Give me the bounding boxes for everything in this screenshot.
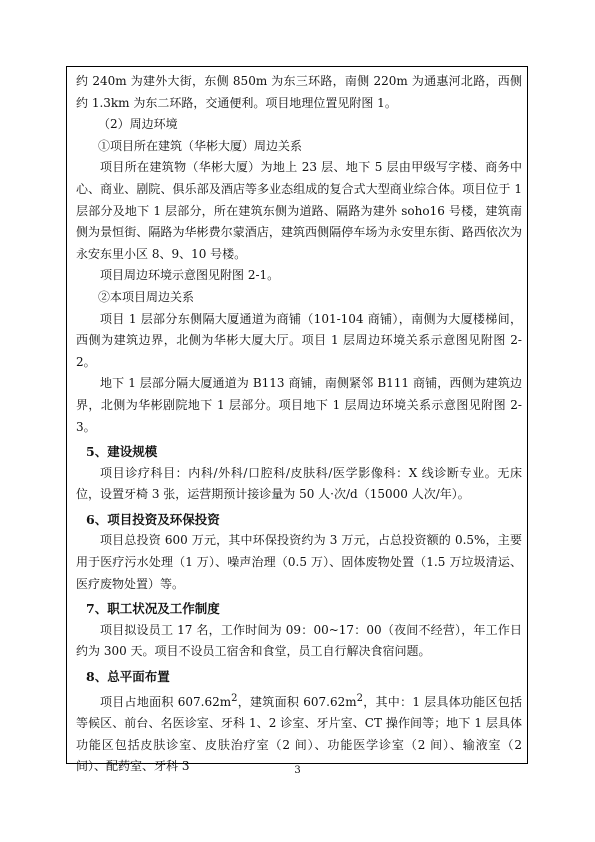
page-number: 3 [294, 765, 301, 776]
heading-construction-scale: 5、建设规模 [86, 444, 158, 460]
subheading-project-relations: ②本项目周边关系 [98, 289, 195, 304]
superscript-a: 2 [231, 692, 238, 704]
superscript-b: 2 [356, 692, 363, 704]
paragraph-scale: 项目诊疗科目：内科/外科/口腔科/皮肤科/医学影像科：X 线诊断专业。无床位，设置牙椅 3 张，运营期预计接诊量为 50 人·次/d（15000 人次/年）。 [76, 465, 522, 502]
subheading-building-relations: ①项目所在建筑（华彬大厦）周边关系 [98, 138, 303, 153]
paragraph-staff: 项目拟设员工 17 名，工作时间为 09：00~17：00（夜间不经营），年工作日约为 300 天。项目不设员工宿舍和食堂，员工自行解决食宿问题。 [76, 622, 522, 659]
document-body [76, 71, 522, 778]
heading-investment: 6、项目投资及环保投资 [86, 511, 220, 527]
paragraph-floor-1: 项目 1 层部分东侧隔大厦通道为商铺（101-104 商铺），南侧为大厦楼梯间，西侧为建筑边界，北侧为华彬大厦大厅。项目 1 层周边环境关系示意图见附图 2-2。 [76, 311, 522, 369]
paragraph-investment: 项目总投资 600 万元，其中环保投资约为 3 万元，占总投资额的 0.5%，主要用于医疗污水处理（1 万）、噪声治理（0.5 万）、固体废物处置（1.5 万垃圾清运、医疗废物处置）等。 [76, 533, 522, 591]
paragraph-basement-1: 地下 1 层部分隔大厦通道为 B113 商铺，南侧紧邻 B111 商铺，西侧为建筑边界，北侧为华彬剧院地下 1 层部分。项目地下 1 层周边环境关系示意图见附图 2-3。 [76, 376, 522, 434]
subheading-surroundings: （2）周边环境 [98, 117, 178, 132]
heading-staff: 7、职工状况及工作制度 [86, 601, 220, 617]
layout-text-b: ，建筑面积 607.62m [237, 694, 357, 709]
heading-layout: 8、总平面布置 [86, 669, 170, 685]
layout-text-c: ，其中：1 层具体功能区包括等候区、前台、名医诊室、牙科 1、2 诊室、牙片室、CT 操作间等；地下 1 层具体功能区包括皮肤诊室、皮肤治疗室（2 间）、功能医学诊室（2 间）、输液室（2 间）、配药室、牙科 3 [76, 694, 522, 774]
layout-text-a: 项目占地面积 607.62m [100, 694, 232, 709]
paragraph-building: 项目所在建筑物（华彬大厦）为地上 23 层、地下 5 层由甲级写字楼、商务中心、商业、剧院、俱乐部及酒店等多业态组成的复合式大型商业综合体。项目位于 1 层部分及地下 1 层部分，所在建筑东侧为道路、隔路为建外 soho16 号楼，建筑南侧为景恒街、隔路为华彬费尔蒙酒店，建筑西侧隔停车场为永安里东街、路西依次为永安东里小区 8、9、10 号楼。 [76, 160, 522, 261]
paragraph-figure-2-1: 项目周边环境示意图见附图 2-1。 [100, 268, 280, 283]
paragraph-location: 约 240m 为建外大街，东侧 850m 为东三环路，南侧 220m 为通惠河北路，西侧约 1.3km 为东二环路，交通便利。项目地理位置见附图 1。 [76, 74, 522, 110]
